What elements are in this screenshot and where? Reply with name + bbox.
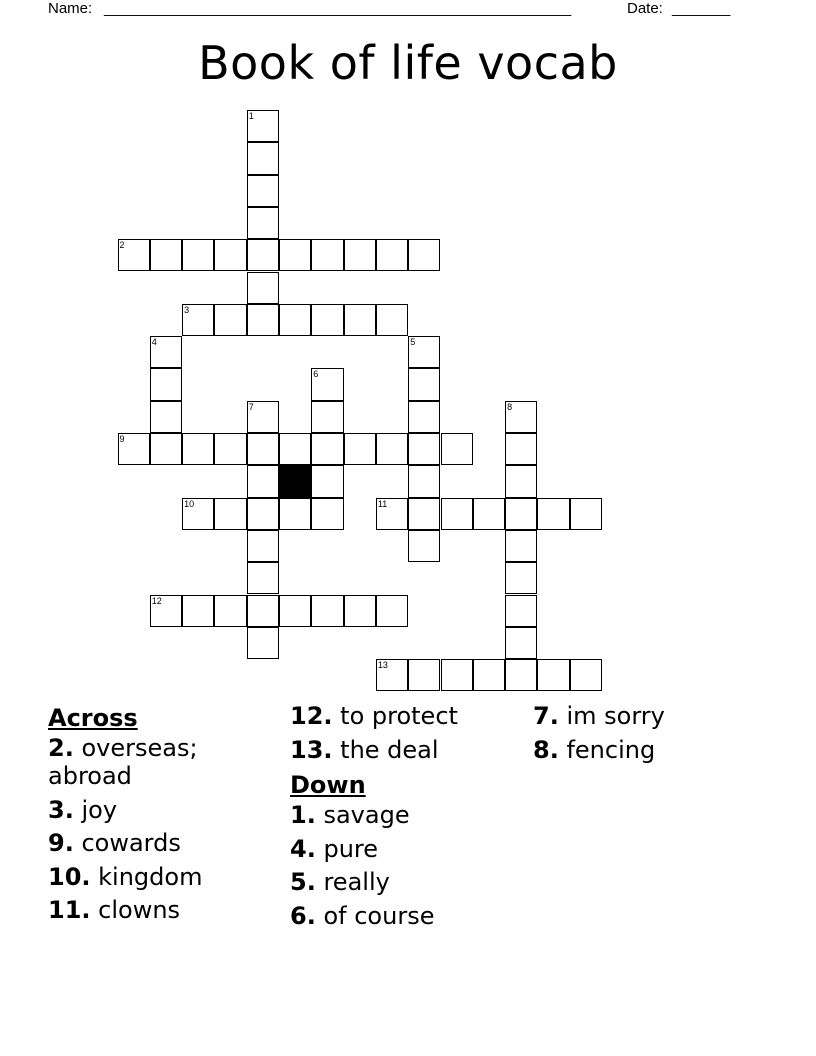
clue-text: to protect	[340, 702, 458, 730]
crossword-cell[interactable]	[247, 498, 279, 530]
clue-text: pure	[323, 834, 379, 863]
crossword-cell[interactable]	[505, 401, 537, 433]
crossword-cell[interactable]	[408, 368, 440, 400]
clue-text: overseas; abroad	[48, 734, 198, 790]
clue-down-1	[290, 801, 530, 829]
cell-number: 5	[410, 337, 416, 348]
crossword-cell[interactable]	[247, 465, 279, 497]
crossword-cell[interactable]	[214, 595, 246, 627]
crossword-block	[279, 465, 311, 497]
crossword-cell[interactable]	[247, 110, 279, 142]
clue-text: kingdom	[98, 862, 203, 891]
crossword-cell[interactable]	[311, 368, 343, 400]
crossword-cell[interactable]	[150, 239, 182, 271]
clue-text: joy	[81, 795, 118, 824]
crossword-cell[interactable]	[505, 595, 537, 627]
clue-down-4	[290, 835, 530, 863]
clue-column-3	[533, 702, 773, 769]
crossword-cell[interactable]	[247, 401, 279, 433]
cell-number: 10	[184, 498, 195, 509]
crossword-cell[interactable]	[214, 239, 246, 271]
crossword-cell[interactable]	[247, 530, 279, 562]
crossword-cell[interactable]	[537, 498, 569, 530]
clue-across-3	[48, 796, 288, 824]
crossword-cell[interactable]	[441, 433, 473, 465]
cell-number: 1	[248, 111, 254, 121]
crossword-cell[interactable]	[150, 433, 182, 465]
crossword-cell[interactable]	[311, 595, 343, 627]
clue-down-8	[533, 736, 773, 764]
crossword-cell[interactable]	[376, 659, 408, 691]
clue-text: clowns	[98, 896, 181, 924]
down-heading: Down	[290, 771, 366, 799]
page-title: Book of life vocab	[198, 36, 618, 90]
cell-number: 6	[313, 369, 319, 380]
crossword-cell[interactable]	[311, 498, 343, 530]
crossword-cell[interactable]	[214, 304, 246, 336]
crossword-cell[interactable]	[408, 659, 440, 691]
crossword-cell[interactable]	[279, 595, 311, 627]
crossword-cell[interactable]	[150, 401, 182, 433]
crossword-cell[interactable]	[441, 659, 473, 691]
clue-number: 2.	[48, 734, 74, 762]
clue-across-11	[48, 896, 288, 924]
clue-number: 11.	[48, 896, 91, 924]
crossword-cell[interactable]	[182, 304, 214, 336]
crossword-cell[interactable]	[344, 595, 376, 627]
crossword-cell[interactable]	[537, 659, 569, 691]
crossword-cell[interactable]	[182, 595, 214, 627]
crossword-cell[interactable]	[279, 239, 311, 271]
clue-text: fencing	[566, 735, 656, 764]
crossword-cell[interactable]	[118, 433, 150, 465]
clue-text: really	[323, 868, 390, 896]
date-label: Date:	[627, 0, 663, 17]
clue-down-7	[533, 702, 773, 730]
cell-number: 2	[119, 240, 125, 251]
crossword-cell[interactable]	[505, 530, 537, 562]
crossword-cell[interactable]	[247, 207, 279, 239]
crossword-cell[interactable]	[344, 304, 376, 336]
crossword-cell[interactable]	[505, 498, 537, 530]
crossword-cell[interactable]	[279, 498, 311, 530]
crossword-cell[interactable]	[311, 433, 343, 465]
clue-column-1	[48, 702, 288, 930]
crossword-cell[interactable]	[182, 498, 214, 530]
clue-number: 7.	[533, 702, 559, 730]
crossword-cell[interactable]	[214, 498, 246, 530]
clue-across-13	[290, 736, 530, 764]
crossword-cell[interactable]	[505, 627, 537, 659]
cell-number: 11	[377, 498, 388, 509]
name-label: Name:	[48, 0, 93, 17]
across-heading: Across	[48, 704, 138, 732]
clue-number: 13.	[290, 735, 333, 764]
crossword-cell[interactable]	[279, 433, 311, 465]
crossword-cell[interactable]	[376, 498, 408, 530]
clue-text: of course	[323, 901, 435, 930]
crossword-cell[interactable]	[247, 562, 279, 594]
clue-number: 10.	[48, 862, 91, 891]
clue-number: 9.	[48, 829, 74, 857]
crossword-cell[interactable]	[311, 401, 343, 433]
crossword-cell[interactable]	[570, 659, 602, 691]
crossword-cell[interactable]	[150, 336, 182, 368]
clue-down-5	[290, 868, 530, 896]
crossword-cell[interactable]	[279, 304, 311, 336]
crossword-cell[interactable]	[150, 368, 182, 400]
crossword-cell[interactable]	[247, 433, 279, 465]
crossword-cell[interactable]	[344, 239, 376, 271]
crossword-cell[interactable]	[247, 142, 279, 174]
clue-down-6	[290, 902, 530, 930]
clue-text: the deal	[340, 735, 439, 764]
clue-number: 6.	[290, 901, 316, 930]
clue-list	[0, 702, 816, 962]
crossword-cell[interactable]	[247, 595, 279, 627]
clue-number: 8.	[533, 735, 559, 764]
clue-across-2	[48, 734, 288, 790]
cell-number: 13	[377, 660, 388, 671]
clue-text: savage	[323, 801, 410, 829]
cell-number: 12	[151, 595, 162, 606]
crossword-cell[interactable]	[182, 433, 214, 465]
crossword-cell[interactable]	[247, 272, 279, 304]
crossword-cell[interactable]	[408, 336, 440, 368]
clue-number: 5.	[290, 868, 316, 896]
crossword-cell[interactable]	[247, 239, 279, 271]
crossword-cell[interactable]	[570, 498, 602, 530]
crossword-cell[interactable]	[441, 498, 473, 530]
crossword-cell[interactable]	[376, 595, 408, 627]
crossword-cell[interactable]	[118, 239, 150, 271]
crossword-cell[interactable]	[408, 239, 440, 271]
date-field[interactable]: _______	[672, 0, 731, 17]
crossword-cell[interactable]	[505, 659, 537, 691]
cell-number: 9	[119, 434, 125, 444]
crossword-cell[interactable]	[408, 530, 440, 562]
clue-number: 3.	[48, 795, 74, 824]
crossword-cell[interactable]	[376, 239, 408, 271]
cell-number: 8	[507, 401, 513, 412]
crossword-cell[interactable]	[473, 659, 505, 691]
crossword-cell[interactable]	[247, 175, 279, 207]
clue-number: 12.	[290, 702, 333, 730]
crossword-cell[interactable]	[182, 239, 214, 271]
crossword-cell[interactable]	[473, 498, 505, 530]
clue-across-12	[290, 702, 530, 730]
crossword-cell[interactable]	[311, 465, 343, 497]
crossword-cell[interactable]	[505, 433, 537, 465]
crossword-cell[interactable]	[214, 433, 246, 465]
cell-number: 4	[151, 337, 157, 348]
crossword-cell[interactable]	[311, 304, 343, 336]
crossword-cell[interactable]	[505, 562, 537, 594]
crossword-cell[interactable]	[376, 433, 408, 465]
crossword-cell[interactable]	[247, 304, 279, 336]
crossword-cell[interactable]	[408, 433, 440, 465]
clue-number: 1.	[290, 801, 316, 829]
clue-number: 4.	[290, 834, 316, 863]
crossword-cell[interactable]	[247, 627, 279, 659]
crossword-cell[interactable]	[408, 401, 440, 433]
crossword-cell[interactable]	[505, 465, 537, 497]
cell-number: 3	[184, 304, 190, 315]
crossword-cell[interactable]	[150, 595, 182, 627]
crossword-cell[interactable]	[311, 239, 343, 271]
cell-number: 7	[248, 401, 254, 412]
clue-across-10	[48, 863, 288, 891]
clue-across-9	[48, 829, 288, 857]
clue-text: im sorry	[566, 702, 665, 730]
clue-text: cowards	[81, 829, 181, 857]
crossword-cell[interactable]	[408, 498, 440, 530]
crossword-cell[interactable]	[344, 433, 376, 465]
name-field[interactable]: ________________________________________________________	[104, 0, 572, 17]
crossword-cell[interactable]	[408, 465, 440, 497]
crossword-cell[interactable]	[376, 304, 408, 336]
clue-column-2	[290, 702, 530, 935]
